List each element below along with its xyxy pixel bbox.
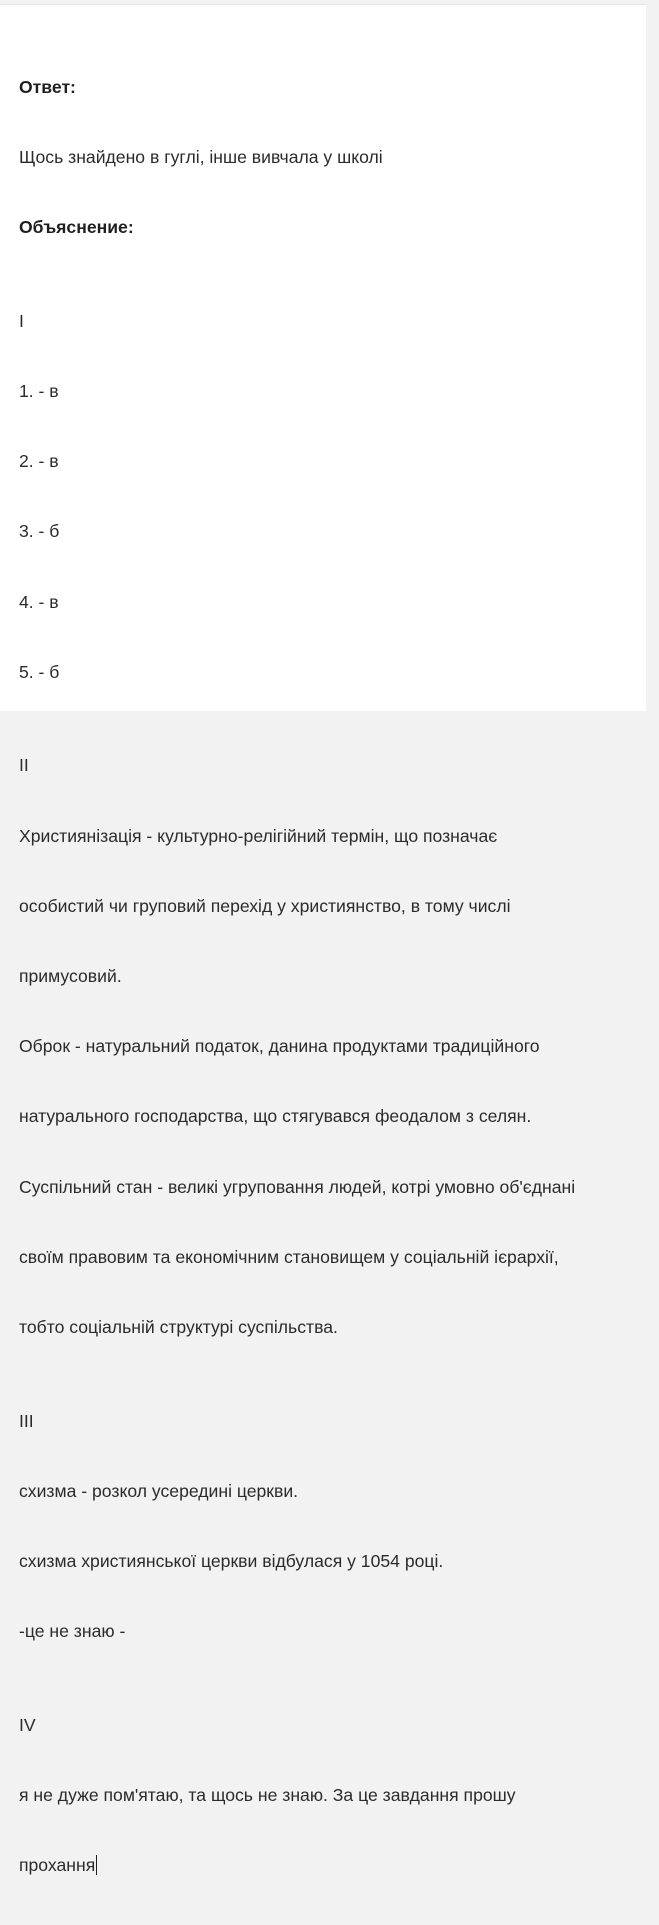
section-1-item: 3. - б [19, 521, 60, 542]
section-1-label: I [19, 310, 24, 331]
text-caret [96, 1855, 97, 1875]
section-2-line: тобто соціальній структурі суспільства. [19, 1317, 338, 1338]
section-3-line: -це не знаю - [19, 1621, 126, 1642]
section-2-label: II [19, 755, 29, 776]
section-2-line: примусовий. [19, 966, 122, 987]
section-2-line: своїм правовим та економічним становищем у соціальній ієрархії, [19, 1246, 559, 1267]
section-2-line: Суспільний стан - великі угруповання людей, котрі умовно об'єднані [19, 1176, 576, 1197]
section-1-item: 5. - б [19, 661, 60, 682]
section-2-line: Оброк - натуральний податок, данина продуктами традиційного [19, 1036, 540, 1057]
section-3-label: III [19, 1410, 34, 1431]
section-2-line: натурального господарства, що стягувався феодалом з селян. [19, 1106, 532, 1127]
section-4-label: IV [19, 1714, 36, 1735]
answer-card [0, 4, 646, 1876]
section-3-line: схизма - розкол усередині церкви. [19, 1480, 299, 1501]
section-1-item: 2. - в [19, 451, 59, 472]
section-1-item: 4. - в [19, 591, 59, 612]
section-3-line: схизма християнської церкви відбулася у 1054 році. [19, 1551, 444, 1572]
explanation-heading: Объяснение: [19, 217, 134, 238]
section-4-line: прохання [19, 1855, 96, 1876]
section-4-line: я не дуже пом'ятаю, та щось не знаю. За це завдання прошу [19, 1785, 516, 1806]
section-2-line: Християнізація - культурно-релігійний термін, що позначає [19, 825, 498, 846]
section-4-last-line [19, 1854, 659, 1877]
section-1-item: 1. - в [19, 381, 59, 402]
section-2-line: особистий чи груповий перехід у християнство, в тому числі [19, 895, 511, 916]
answer-content [19, 29, 659, 1925]
answer-heading: Ответ: [19, 76, 76, 97]
answer-text: Щось знайдено в гуглі, інше вивчала у школі [19, 147, 383, 168]
